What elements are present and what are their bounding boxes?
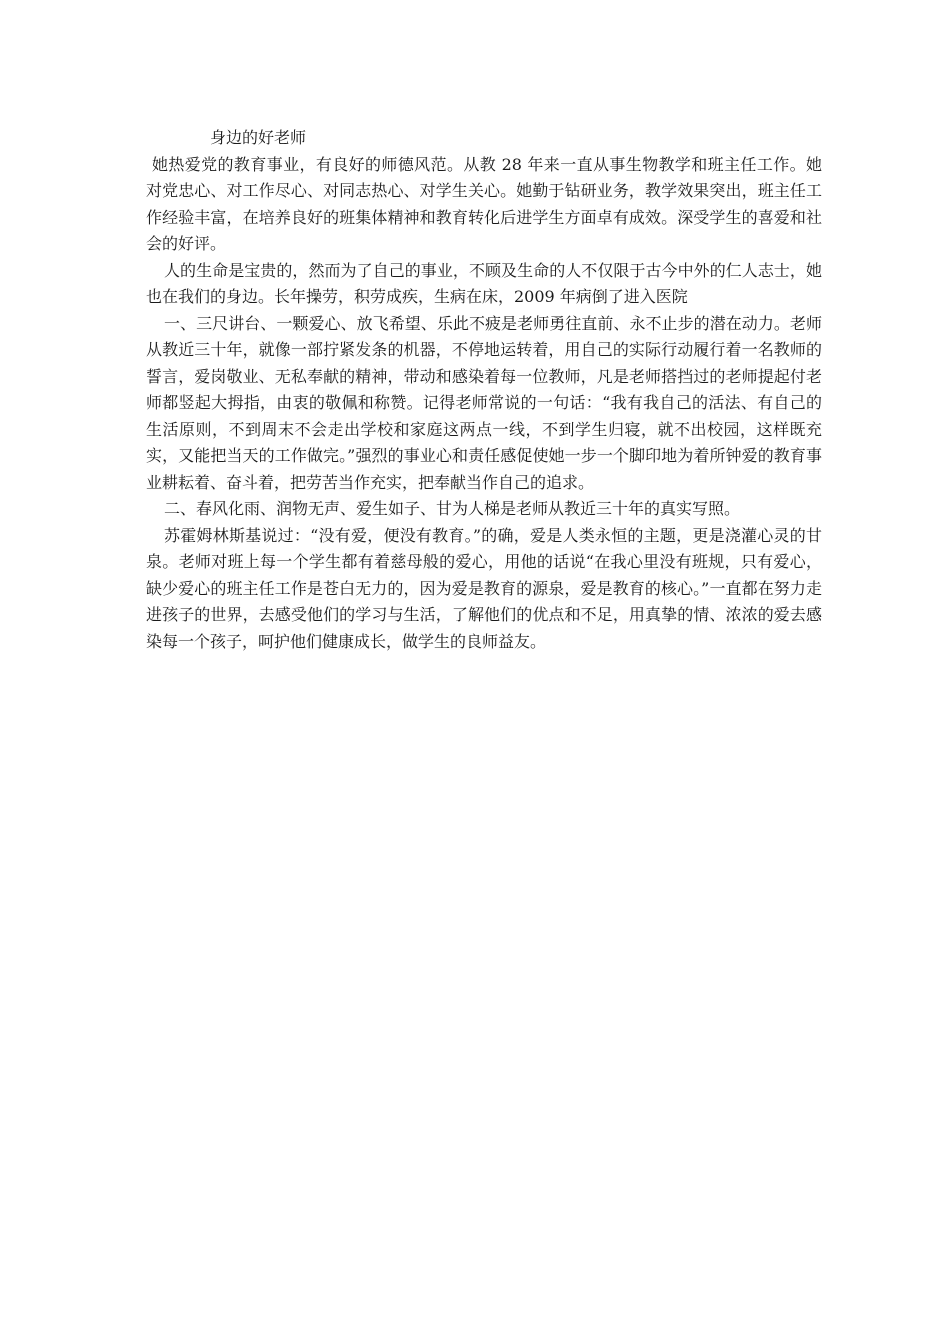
paragraph-intro: 她热爱党的教育事业，有良好的师德风范。从教 28 年来一直从事生物教学和班主任工作。她对党忠心、对工作尽心、对同志热心、对学生关心。她勤于钻研业务，教学效果突出，班主任工作经验丰富，在培养良好的班集体精神和教育转化后进学生方面卓有成效。深受学生的喜爱和社会的好评。 — [146, 154, 822, 253]
document-title: 身边的好老师 — [210, 128, 307, 147]
document-body — [146, 125, 822, 655]
paragraph-section-two: 二、春风化雨、润物无声、爱生如子、甘为人梯是老师从教近三十年的真实写照。 — [164, 499, 741, 518]
paragraph-love: 苏霍姆林斯基说过：“没有爱，便没有教育。”的确，爱是人类永恒的主题，更是浇灌心灵的甘泉。老师对班上每一个学生都有着慈母般的爱心，用他的话说“在我心里没有班规，只有爱心，缺少爱心的班主任工作是苍白无力的，因为爱是教育的源泉，爱是教育的核心。”一直都在努力走进孩子的世界，去感受他们的学习与生活，了解他们的优点和不足，用真挚的情、浓浓的爱去感染每一个孩子，呵护他们健康成长，做学生的良师益友。 — [146, 525, 822, 651]
paragraph-section-one: 一、三尺讲台、一颗爱心、放飞希望、乐此不疲是老师勇往直前、永不止步的潜在动力。老师从教近三十年，就像一部拧紧发条的机器，不停地运转着，用自己的实际行动履行着一名教师的誓言，爱岗敬业、无私奉献的精神，带动和感染着每一位教师，凡是老师搭挡过的老师提起付老师都竖起大拇指，由衷的敬佩和称赞。记得老师常说的一句话：“我有我自己的活法、有自己的生活原则，不到周末不会走出学校和家庭这两点一线，不到学生归寝，就不出校园，这样既充实，又能把当天的工作做完。”强烈的事业心和责任感促使她一步一个脚印地为着所钟爱的教育事业耕耘着、奋斗着，把劳苦当作充实，把奉献当作自己的追求。 — [146, 313, 822, 492]
paragraph-life: 人的生命是宝贵的，然而为了自己的事业，不顾及生命的人不仅限于古今中外的仁人志士，她也在我们的身边。长年操劳，积劳成疾，生病在床，2009 年病倒了进入医院 — [146, 260, 822, 306]
